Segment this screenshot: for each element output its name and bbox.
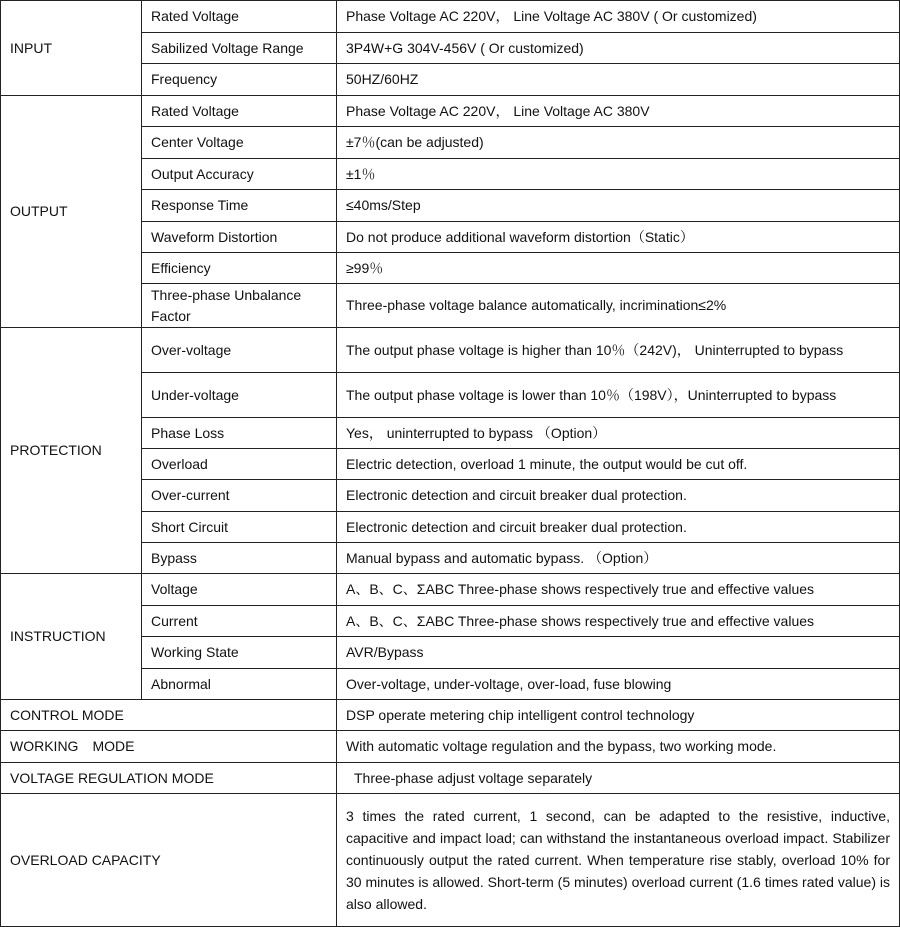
working-mode-value: With automatic voltage regulation and the bypass, two working mode. bbox=[337, 731, 900, 763]
param-value: Three-phase voltage balance automatically, incrimination≤2% bbox=[337, 284, 900, 328]
param-value: Phase Voltage AC 220V， Line Voltage AC 380V ( Or customized) bbox=[337, 1, 900, 33]
table-row bbox=[1, 328, 900, 373]
param-label: Response Time bbox=[142, 190, 337, 222]
working-mode-label: WORKING MODE bbox=[1, 731, 337, 763]
param-value: Phase Voltage AC 220V， Line Voltage AC 380V bbox=[337, 96, 900, 127]
param-value: A、B、C、ΣABC Three-phase shows respectively true and effective values bbox=[337, 574, 900, 606]
param-value: Electric detection, overload 1 minute, the output would be cut off. bbox=[337, 449, 900, 480]
param-label: Abnormal bbox=[142, 669, 337, 700]
section-label-instruction: INSTRUCTION bbox=[1, 574, 142, 700]
param-value: Do not produce additional waveform distortion（Static） bbox=[337, 222, 900, 253]
param-label: Overload bbox=[142, 449, 337, 480]
param-value: ≥99％ bbox=[337, 253, 900, 284]
table-row bbox=[1, 763, 900, 794]
param-label: Bypass bbox=[142, 543, 337, 574]
param-label: Sabilized Voltage Range bbox=[142, 33, 337, 64]
param-label: Output Accuracy bbox=[142, 159, 337, 190]
param-value: The output phase voltage is lower than 10％（198V），Uninterrupted to bypass bbox=[337, 373, 900, 418]
table-row bbox=[1, 700, 900, 731]
param-value: 3P4W+G 304V-456V ( Or customized) bbox=[337, 33, 900, 64]
param-label: Rated Voltage bbox=[142, 1, 337, 33]
param-value: Electronic detection and circuit breaker dual protection. bbox=[337, 480, 900, 512]
table-row bbox=[1, 794, 900, 927]
param-label: Frequency bbox=[142, 64, 337, 96]
param-label: Phase Loss bbox=[142, 418, 337, 449]
table-row bbox=[1, 96, 900, 127]
overload-capacity-value: 3 times the rated current, 1 second, can be adapted to the resistive, inductive, capacitive and impact load; can withstand the instantaneous overload impact. Stabilizer continuously output the rated current. When temperature rise stably, overload 10% for 30 minutes is allowed. Short-term (5 minutes) overload current (1.6 times rated value) is also allowed. bbox=[337, 794, 900, 927]
param-value: The output phase voltage is higher than 10％（242V)， Uninterrupted to bypass bbox=[337, 328, 900, 373]
param-value: Yes， uninterrupted to bypass （Option） bbox=[337, 418, 900, 449]
control-mode-label: CONTROL MODE bbox=[1, 700, 337, 731]
table-row bbox=[1, 574, 900, 606]
param-label: Working State bbox=[142, 637, 337, 669]
param-label: Rated Voltage bbox=[142, 96, 337, 127]
param-value: ≤40ms/Step bbox=[337, 190, 900, 222]
section-label-input: INPUT bbox=[1, 1, 142, 96]
param-label: Efficiency bbox=[142, 253, 337, 284]
param-label: Voltage bbox=[142, 574, 337, 606]
voltage-regulation-mode-value: Three-phase adjust voltage separately bbox=[337, 763, 900, 794]
section-label-protection: PROTECTION bbox=[1, 328, 142, 574]
param-label: Current bbox=[142, 606, 337, 637]
table-row bbox=[1, 731, 900, 763]
param-value: Over-voltage, under-voltage, over-load, fuse blowing bbox=[337, 669, 900, 700]
param-value: Manual bypass and automatic bypass. （Option） bbox=[337, 543, 900, 574]
param-value: AVR/Bypass bbox=[337, 637, 900, 669]
section-label-output: OUTPUT bbox=[1, 96, 142, 328]
param-label: Short Circuit bbox=[142, 512, 337, 543]
overload-capacity-label: OVERLOAD CAPACITY bbox=[1, 794, 337, 927]
table-row bbox=[1, 1, 900, 33]
param-value: ±1％ bbox=[337, 159, 900, 190]
param-label: Under-voltage bbox=[142, 373, 337, 418]
param-value: ±7％(can be adjusted) bbox=[337, 127, 900, 159]
param-value: Electronic detection and circuit breaker dual protection. bbox=[337, 512, 900, 543]
param-label: Over-current bbox=[142, 480, 337, 512]
param-label: Over-voltage bbox=[142, 328, 337, 373]
voltage-regulation-mode-label: VOLTAGE REGULATION MODE bbox=[1, 763, 337, 794]
control-mode-value: DSP operate metering chip intelligent control technology bbox=[337, 700, 900, 731]
param-label: Waveform Distortion bbox=[142, 222, 337, 253]
param-value: 50HZ/60HZ bbox=[337, 64, 900, 96]
param-value: A、B、C、ΣABC Three-phase shows respectively true and effective values bbox=[337, 606, 900, 637]
param-label: Three-phase Unbalance Factor bbox=[142, 284, 337, 328]
param-label: Center Voltage bbox=[142, 127, 337, 159]
